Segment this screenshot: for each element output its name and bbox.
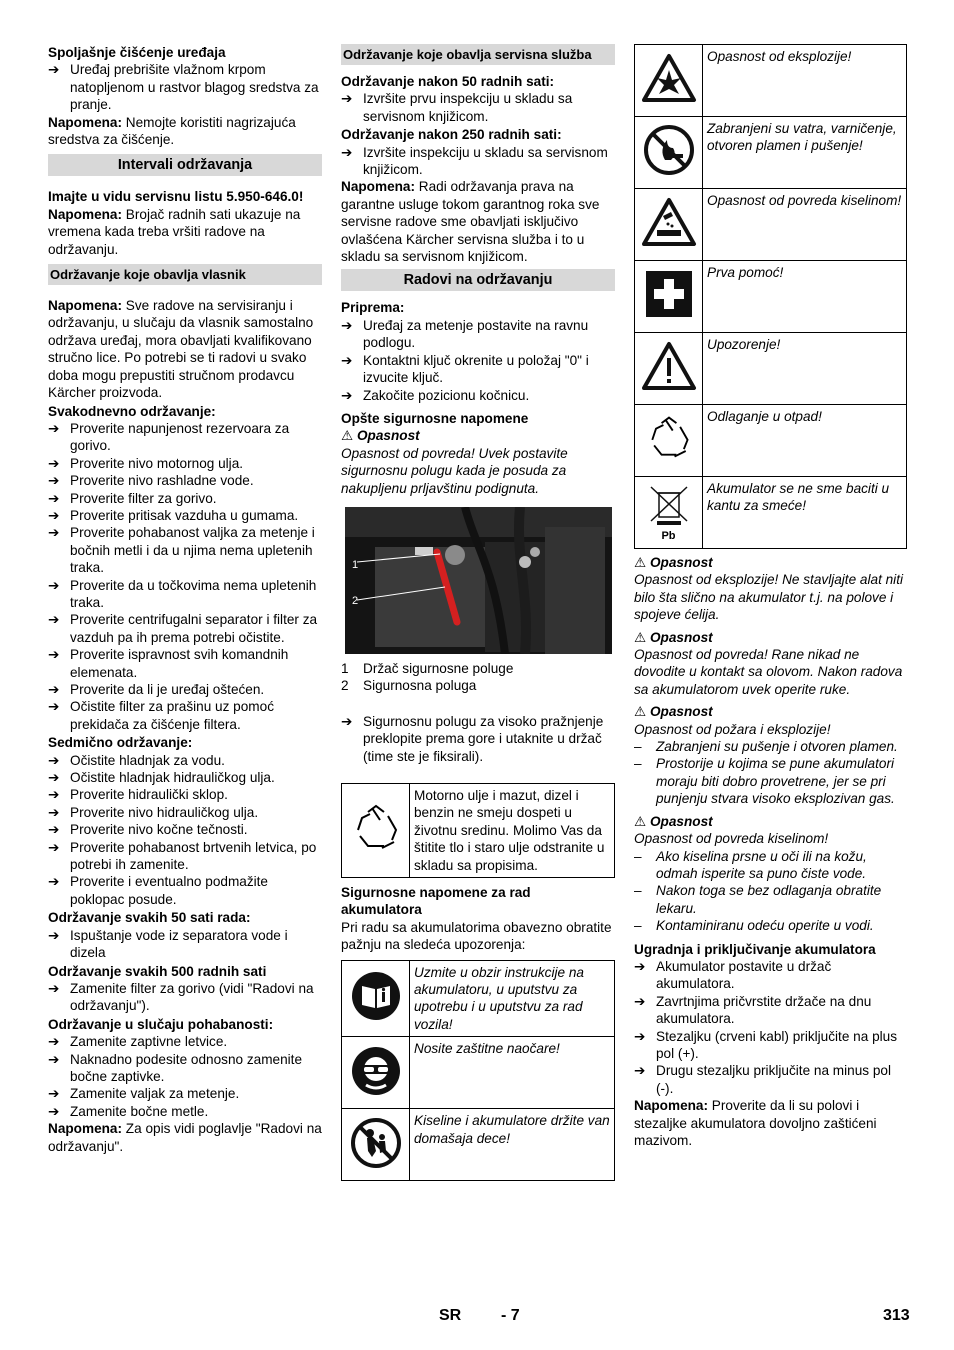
list-item [48,873,322,908]
list-item [48,455,322,472]
list-item [634,1028,907,1063]
list-item-text: Proverite ispravnost svih komandnih elemenata. [70,647,289,680]
warning-triangle-icon: ⚠ [341,428,354,444]
recycle-notice-box [341,783,615,878]
list-item-text: Proverite hidraulički sklop. [70,787,228,803]
list-item [48,577,322,612]
symbol-text: Prva pomoć! [703,261,907,333]
symbol-row [635,477,907,549]
safety-lever-photo [345,507,612,654]
symbol-text: Upozorenje! [703,333,907,405]
list-item-text: Zakočite pozicionu kočnicu. [363,387,530,403]
prep-title: Priprema: [341,300,405,316]
arrow-icon: ➔ [48,507,60,523]
arrow-icon: ➔ [48,804,60,820]
list-item-text: Očistite hladnjak hidrauličkog ulja. [70,770,275,786]
list-item [48,507,322,524]
battery-safety-title: Sigurnosne napomene za rad akumulatora [341,885,531,918]
warning-triangle-icon: ⚠ [634,704,647,720]
battery-intro: Pri radu sa akumulatorima obavezno obratite pažnju na sledeća upozorenja: [341,919,612,953]
arrow-icon: ➔ [634,1028,646,1044]
dash-mark: – [634,883,642,899]
list-item [634,993,907,1028]
dash-item-text: Prostorije u kojima se pune akumulatori moraju biti dobro provetrene, jer se pri punjenju stvara visoko eksplozivan gas. [656,756,895,807]
list-item [48,752,322,769]
install-title: Ugradnja i priključivanje akumulatora [634,941,876,957]
dash-item [634,755,907,807]
h50-title: Održavanje svakih 50 sati rada: [48,910,251,926]
arrow-icon: ➔ [341,317,353,333]
list-item [634,958,907,993]
list-item: ➔ Uređaj prebrišite vlažnom krpom natopljenom u rastvor blagog sredstva za pranje. [48,62,319,113]
after50-title: Održavanje nakon 50 radnih sati: [341,74,555,89]
list-item-text: Proverite nivo rashladne vode. [70,473,254,489]
dash-item-text: Ako kiselina prsne u oči ili na kožu, odmah isperite sa puno čiste vode. [656,848,867,881]
warning-triangle-icon: ⚠ [634,555,647,570]
legend-text: Držač sigurnosne poluge [363,660,514,676]
section-band-intervals: Intervali održavanja [48,154,322,176]
list-item-text: Zamenite bočne metle. [70,1103,209,1119]
general-safety-title: Opšte sigurnosne napomene [341,410,529,426]
list-item [48,472,322,489]
arrow-icon: ➔ [341,387,353,403]
lead-symbol-label: Pb [661,530,676,543]
arrow-icon: ➔ [48,1051,60,1067]
list-item [48,1033,322,1050]
list-item-text: Proverite pohabanost valjka za metenje i bočnih metli i da u njima nema upletenih traka. [70,525,315,576]
arrow-icon: ➔ [48,490,60,506]
list-item: ➔ Sigurnosnu polugu za visoko pražnjenje preklopite prema gore i utaknite u držač (time ste je fiksirali). [341,713,604,764]
list-item [48,611,322,646]
list-item: ➔ Izvršite prvu inspekciju u skladu sa servisnom knjižicom. [341,91,573,124]
callout-1: 1 [352,558,359,571]
danger-heading: ⚠ Opasnost [634,704,713,720]
arrow-icon: ➔ [48,62,60,78]
arrow-icon: ➔ [48,577,60,593]
symbol-row [635,405,907,477]
danger-heading: ⚠ Opasnost [634,813,713,829]
symbol-text: Akumulator se ne sme baciti u kantu za smeće! [703,477,907,549]
photo-legend [341,660,615,695]
warning-icon [635,333,703,405]
list-item: ➔ Zamenite filter za gorivo (vidi "Radovi na održavanju"). [48,980,314,1014]
list-item [48,681,322,698]
arrow-icon: ➔ [341,713,353,729]
list-item [48,420,322,455]
list-item: ➔ Ispuštanje vode iz separatora vode i dizela [48,927,288,961]
note: Napomena: Za opis vidi poglavlje "Radovi na održavanju". [48,1121,322,1154]
acid-list [634,848,907,935]
list-item [341,317,615,352]
dash-mark: – [634,848,642,864]
dash-mark: – [634,756,642,772]
list-item-text: Proverite nivo kočne tečnosti. [70,822,248,838]
symbol-text: Odlaganje u otpad! [703,405,907,477]
dash-item-text: Zabranjeni su pušenje i otvoren plamen. [656,739,898,755]
list-item-text: Zamenite valjak za metenje. [70,1086,240,1102]
arrow-icon: ➔ [48,822,60,838]
list-item: ➔ Izvršite inspekciju u skladu sa servisnom knjižicom. [341,144,608,178]
h500-title: Održavanje svakih 500 radnih sati [48,963,267,979]
symbol-text: Opasnost od eksplozije! [703,45,907,117]
note: Napomena: Brojač radnih sati ukazuje na vremena kada treba vršiti radove na održavanju. [48,206,301,257]
machine-photo-image [345,507,612,654]
symbol-text: Zabranjeni su vatra, varničenje, otvoren plamen i pušenje! [703,117,907,189]
service-list-note: Imajte u vidu servisnu listu 5.950-646.0! [48,189,304,205]
column-1 [48,44,322,1155]
legend-item [341,677,615,694]
list-item [48,646,322,681]
arrow-icon: ➔ [48,980,60,996]
list-item-text: Zavrtnjima pričvrstite držače na dnu akumulatora. [656,993,872,1027]
dash-item-text: Nakon toga se bez odlaganja obratite lekaru. [656,883,882,916]
list-item [48,1103,322,1120]
list-item-text: Proverite filter za gorivo. [70,490,217,506]
first-aid-icon [635,261,703,333]
list-item [48,1051,322,1086]
note: Napomena: Sve radove na servisiranju i održavanju, u slučaju da vlasnik samostalno održava uređaj, mora obavljati kvalifikovano stručno lice. Po potrebi se ti radovi u svako doba mogu prepustiti stručnom prodavcu Kärcher proizvoda. [48,298,314,401]
symbol-row [342,960,615,1037]
list-item-text: Proverite napunjenost rezervoara za gorivo. [70,420,290,454]
danger-heading: ⚠ Opasnost [341,428,420,444]
acid-text: Opasnost od povreda kiselinom! [634,831,829,847]
symbol-text: Uzmite u obzir instrukcije na akumulatoru, u uputstvu za upotrebu i u uputstvu za rad vozila! [410,960,615,1037]
danger-heading [634,554,907,571]
legend-number: 2 [341,678,349,694]
dash-mark: – [634,918,642,934]
acid-icon [635,189,703,261]
symbol-text: Kiseline i akumulatore držite van domašaja dece! [410,1109,615,1181]
list-item [341,352,615,387]
warning-triangle-icon: ⚠ [634,813,647,829]
footer-page-number: 313 [883,1307,910,1324]
arrow-icon: ➔ [48,473,60,489]
no-fire-icon [635,117,703,189]
arrow-icon: ➔ [48,699,60,715]
symbol-row [635,45,907,117]
list-item-text: Zamenite zaptivne letvice. [70,1034,228,1050]
hazard-symbols-table [634,44,907,549]
list-item-text: Proverite pritisak vazduha u gumama. [70,507,299,523]
dash-item [634,917,907,934]
symbol-text: Nosite zaštitne naočare! [410,1037,615,1109]
arrow-icon: ➔ [48,770,60,786]
list-item-text: Kontaktni ključ okrenite u položaj "0" i izvucite ključ. [363,352,589,386]
danger-label: Opasnost [646,629,713,645]
danger-text: Opasnost od eksplozije! Ne stavljajte alat niti bilo šta slično na akumulator t.j. na polove i spojeve ćelija. [634,572,903,623]
note: Napomena: Nemojte koristiti nagrizajuća sredstva za čišćenje. [48,114,296,148]
footer-section: - 7 [501,1307,520,1324]
list-item-text: Proverite da li je uređaj oštećen. [70,682,265,697]
arrow-icon: ➔ [341,91,353,107]
arrow-icon: ➔ [48,927,60,943]
arrow-icon: ➔ [48,1086,60,1102]
arrow-icon: ➔ [48,752,60,768]
arrow-icon: ➔ [48,455,60,471]
list-item-text: Akumulator postavite u držač akumulatora. [656,958,832,992]
column-3 [634,44,907,1149]
dash-item [634,848,907,883]
fire-list [634,738,907,808]
section-band-service: Održavanje koje obavlja servisna služba [341,44,615,65]
list-item-text: Uređaj za metenje postavite na ravnu podlogu. [363,317,589,351]
weekly-list [48,752,322,909]
recycle-notice-text: Motorno ulje i mazut, dizel i benzin ne smeju dospeti u životnu sredinu. Molimo Vas da štitite tlo i staro ulje odstranite u skladu sa propisima. [410,783,615,877]
list-item-text: Drugu stezaljku priključite na minus pol (-). [656,1063,891,1096]
list-item-text: Proverite da u točkovima nema upletenih traka. [70,577,317,610]
arrow-icon: ➔ [48,420,60,436]
warning-triangle-icon: ⚠ [634,629,647,645]
list-item-text: Naknadno podesite odnosno zamenite bočne zaptivke. [70,1051,303,1084]
exterior-cleaning-title: Spoljašnje čišćenje uređaja [48,45,226,60]
symbol-row [635,189,907,261]
danger-heading [634,629,907,646]
note: Napomena: Radi održavanja prava na garantne usluge tokom garantnog roka sve servisne radove sme obavljati isključivo ovlašćena Kärcher servisna služba i to u skladu sa servisnom knjižicom. [341,179,600,265]
section-band-owner: Održavanje koje obavlja vlasnik [48,264,322,285]
fire-text: Opasnost od požara i eksplozije! [634,721,831,737]
daily-list [48,420,322,733]
symbol-row [635,117,907,189]
list-item-text: Proverite nivo hidrauličkog ulja. [70,804,259,820]
legend-text: Sigurnosna poluga [363,678,477,694]
callout-2: 2 [352,594,359,607]
arrow-icon: ➔ [48,612,60,628]
danger-text: Opasnost od povreda! Uvek postavite sigurnosnu polugu kada je posuda za nakupljenu prljavštinu podignuta. [341,445,568,496]
manual-icon [342,960,410,1037]
arrow-icon: ➔ [48,1103,60,1119]
wear-title: Održavanje u slučaju pohabanosti: [48,1016,274,1032]
wear-list [48,1033,322,1120]
list-item-text: Proverite pohabanost brtvenih letvica, po potrebi ih zamenite. [70,839,317,873]
legend-item [341,660,615,677]
daily-title: Svakodnevno održavanje: [48,403,216,419]
arrow-icon: ➔ [48,787,60,803]
arrow-icon: ➔ [48,682,60,697]
prep-list [341,317,615,404]
legend-number: 1 [341,660,349,676]
arrow-icon: ➔ [48,525,60,541]
symbol-row [342,1037,615,1109]
list-item [48,839,322,874]
arrow-icon: ➔ [48,839,60,855]
footer-lang: SR [439,1307,462,1324]
battery-symbols-table [341,960,615,1182]
column-2 [341,44,615,1181]
list-item [48,1085,322,1102]
recycle-icon [635,405,703,477]
list-item-text: Očistite filter za prašinu uz pomoć prekidača za čišćenje filtera. [70,699,274,732]
danger-text: Opasnost od povreda! Rane nikad ne dovodite u kontakt sa olovom. Nakon radova sa akumulatorom uvek operite ruke. [634,647,903,697]
arrow-icon: ➔ [341,144,353,160]
symbol-text: Opasnost od povreda kiselinom! [703,189,907,261]
list-item-text: Proverite i eventualno podmažite poklopac posude. [70,874,268,907]
arrow-icon: ➔ [48,647,60,663]
explosion-icon [635,45,703,117]
list-item-text: Stezaljku (crveni kabl) priključite na plus pol (+). [656,1028,898,1061]
install-list [634,958,907,1097]
no-bin-icon [635,477,703,549]
symbol-row [635,261,907,333]
symbol-row [342,1109,615,1181]
weekly-title: Sedmično održavanje: [48,735,193,751]
list-item-text: Proverite nivo motornog ulja. [70,455,244,471]
list-item-text: Proverite centrifugalni separator i filter za vazduh pa ih prema potrebi očistite. [70,612,318,645]
arrow-icon: ➔ [48,1034,60,1050]
list-item-text: Očistite hladnjak za vodu. [70,752,225,768]
dash-item-text: Kontaminiranu odeću operite u vodi. [656,918,874,934]
after250-title: Održavanje nakon 250 radnih sati: [341,127,562,143]
danger-label: Opasnost [646,555,713,570]
list-item [48,821,322,838]
dash-mark: – [634,739,642,755]
arrow-icon: ➔ [341,352,353,368]
list-item [634,1062,907,1097]
list-item [48,804,322,821]
list-item [48,490,322,507]
list-item [48,698,322,733]
list-item [48,524,322,576]
arrow-icon: ➔ [48,874,60,890]
keep-children-away-icon [342,1109,410,1181]
recycle-icon [342,783,410,877]
note: Napomena: Proverite da li su polovi i stezaljke akumulatora dovoljno zaštićeni mazivom. [634,1098,877,1148]
section-band-work: Radovi na održavanju [341,269,615,291]
list-item [48,786,322,803]
list-item [341,387,615,404]
list-item [48,769,322,786]
arrow-icon: ➔ [634,1063,646,1079]
goggles-icon [342,1037,410,1109]
arrow-icon: ➔ [634,958,646,974]
danger-notes [634,554,907,698]
arrow-icon: ➔ [634,993,646,1009]
dash-item [634,882,907,917]
symbol-row [635,333,907,405]
dash-item [634,738,907,755]
